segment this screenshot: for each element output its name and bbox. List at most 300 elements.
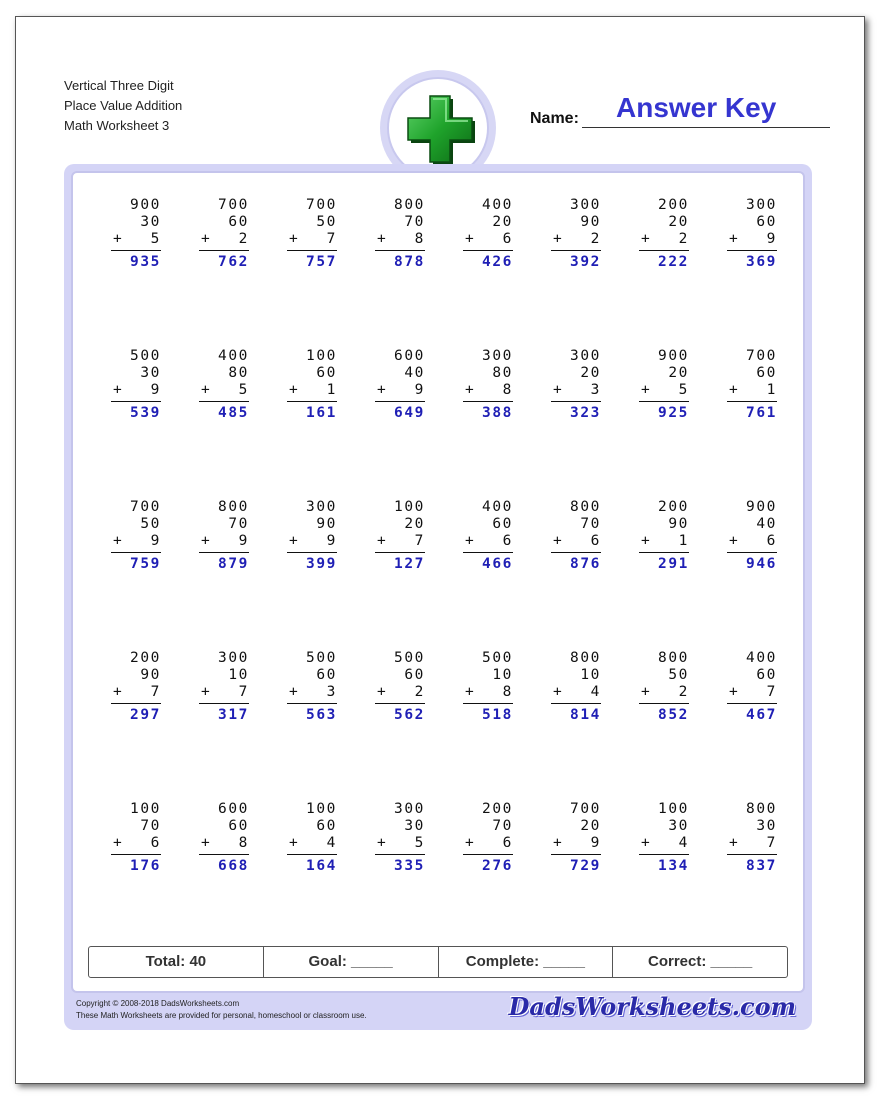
addend-tens: 70 bbox=[404, 214, 425, 230]
addend-ones: 1 bbox=[326, 382, 337, 398]
answer: 134 bbox=[658, 858, 689, 874]
addend-hundreds: 500 bbox=[130, 348, 161, 364]
addend-hundreds: 700 bbox=[746, 348, 777, 364]
answer: 762 bbox=[218, 254, 249, 270]
addend-ones: 5 bbox=[678, 382, 689, 398]
addend-ones-row bbox=[639, 231, 689, 248]
addend-hundreds: 100 bbox=[306, 801, 337, 817]
plus-sign: + bbox=[289, 533, 300, 549]
addend-ones-row bbox=[111, 231, 161, 248]
addend-ones-row bbox=[639, 684, 689, 701]
sum-rule bbox=[287, 250, 337, 251]
answer: 485 bbox=[218, 405, 249, 421]
plus-sign: + bbox=[553, 835, 564, 851]
addend-ones-row bbox=[375, 533, 425, 550]
sum-rule bbox=[727, 250, 777, 251]
addend-ones: 2 bbox=[238, 231, 249, 247]
addend-hundreds: 400 bbox=[746, 650, 777, 666]
answer: 317 bbox=[218, 707, 249, 723]
sum-rule bbox=[287, 401, 337, 402]
addition-problem bbox=[199, 801, 249, 875]
title-line-1: Vertical Three Digit bbox=[64, 78, 174, 93]
addition-problem bbox=[639, 348, 689, 422]
addend-ones: 4 bbox=[678, 835, 689, 851]
plus-sign: + bbox=[641, 835, 652, 851]
addend-tens: 40 bbox=[404, 365, 425, 381]
answer: 649 bbox=[394, 405, 425, 421]
sum-rule bbox=[199, 854, 249, 855]
addend-hundreds: 800 bbox=[658, 650, 689, 666]
addend-hundreds: 800 bbox=[394, 197, 425, 213]
sum-rule bbox=[639, 703, 689, 704]
plus-sign: + bbox=[289, 382, 300, 398]
addend-ones-row bbox=[111, 382, 161, 399]
addend-hundreds: 900 bbox=[746, 499, 777, 515]
addend-hundreds: 200 bbox=[658, 197, 689, 213]
sum-rule bbox=[551, 401, 601, 402]
name-field[interactable] bbox=[530, 92, 830, 128]
addend-ones: 6 bbox=[502, 533, 513, 549]
addend-ones-row bbox=[199, 231, 249, 248]
answer: 852 bbox=[658, 707, 689, 723]
addition-problem bbox=[727, 650, 777, 724]
addend-tens: 60 bbox=[316, 365, 337, 381]
answer: 563 bbox=[306, 707, 337, 723]
addend-ones: 8 bbox=[414, 231, 425, 247]
plus-sign: + bbox=[465, 835, 476, 851]
sum-rule bbox=[727, 854, 777, 855]
sum-rule bbox=[463, 854, 513, 855]
sum-rule bbox=[639, 401, 689, 402]
addend-tens: 70 bbox=[580, 516, 601, 532]
addend-ones: 9 bbox=[150, 533, 161, 549]
addend-ones: 1 bbox=[766, 382, 777, 398]
addend-tens: 70 bbox=[228, 516, 249, 532]
plus-sign: + bbox=[465, 231, 476, 247]
name-label: Name: bbox=[530, 110, 579, 127]
sum-rule bbox=[111, 401, 161, 402]
addend-hundreds: 300 bbox=[306, 499, 337, 515]
addend-ones: 8 bbox=[502, 684, 513, 700]
addition-problem bbox=[639, 197, 689, 271]
addition-problem bbox=[727, 348, 777, 422]
problem-grid bbox=[71, 171, 805, 993]
addition-problem bbox=[375, 348, 425, 422]
addition-problem bbox=[287, 499, 337, 573]
plus-sign: + bbox=[641, 382, 652, 398]
addend-hundreds: 700 bbox=[306, 197, 337, 213]
addend-tens: 30 bbox=[668, 818, 689, 834]
addend-hundreds: 400 bbox=[482, 197, 513, 213]
addend-ones-row bbox=[639, 382, 689, 399]
title-line-2: Place Value Addition bbox=[64, 98, 183, 113]
addend-tens: 60 bbox=[492, 516, 513, 532]
answer: 878 bbox=[394, 254, 425, 270]
addition-problem bbox=[639, 801, 689, 875]
answer: 729 bbox=[570, 858, 601, 874]
addend-hundreds: 500 bbox=[306, 650, 337, 666]
addend-hundreds: 800 bbox=[570, 499, 601, 515]
plus-sign: + bbox=[641, 684, 652, 700]
addend-ones: 2 bbox=[590, 231, 601, 247]
addend-hundreds: 300 bbox=[218, 650, 249, 666]
addend-ones-row bbox=[551, 382, 601, 399]
addend-ones-row bbox=[639, 533, 689, 550]
addend-ones-row bbox=[551, 684, 601, 701]
addend-ones: 2 bbox=[678, 231, 689, 247]
sum-rule bbox=[111, 250, 161, 251]
addition-problem bbox=[551, 801, 601, 875]
addition-problem bbox=[463, 348, 513, 422]
addend-hundreds: 200 bbox=[130, 650, 161, 666]
addend-tens: 30 bbox=[756, 818, 777, 834]
addend-hundreds: 300 bbox=[394, 801, 425, 817]
answer: 399 bbox=[306, 556, 337, 572]
sum-rule bbox=[727, 703, 777, 704]
answer: 761 bbox=[746, 405, 777, 421]
complete-cell[interactable]: Complete: _____ bbox=[439, 947, 614, 977]
answer: 518 bbox=[482, 707, 513, 723]
addend-ones: 3 bbox=[590, 382, 601, 398]
addend-hundreds: 200 bbox=[482, 801, 513, 817]
sum-rule bbox=[463, 250, 513, 251]
plus-sign: + bbox=[113, 231, 124, 247]
addend-ones: 3 bbox=[326, 684, 337, 700]
addition-problem bbox=[463, 197, 513, 271]
addend-ones: 7 bbox=[238, 684, 249, 700]
addition-problem bbox=[727, 499, 777, 573]
addition-problem bbox=[727, 801, 777, 875]
addend-ones-row bbox=[111, 533, 161, 550]
addend-ones: 9 bbox=[326, 533, 337, 549]
sum-rule bbox=[375, 854, 425, 855]
addition-problem bbox=[551, 499, 601, 573]
answer: 176 bbox=[130, 858, 161, 874]
plus-sign: + bbox=[201, 835, 212, 851]
plus-sign: + bbox=[377, 231, 388, 247]
sum-rule bbox=[639, 854, 689, 855]
addend-hundreds: 300 bbox=[746, 197, 777, 213]
addend-tens: 10 bbox=[492, 667, 513, 683]
sum-rule bbox=[727, 552, 777, 553]
addend-hundreds: 600 bbox=[218, 801, 249, 817]
addend-ones: 7 bbox=[150, 684, 161, 700]
answer: 879 bbox=[218, 556, 249, 572]
plus-sign: + bbox=[201, 533, 212, 549]
sum-rule bbox=[199, 250, 249, 251]
addend-tens: 60 bbox=[316, 818, 337, 834]
addend-tens: 50 bbox=[668, 667, 689, 683]
plus-sign: + bbox=[553, 382, 564, 398]
sum-rule bbox=[463, 552, 513, 553]
addend-ones: 2 bbox=[678, 684, 689, 700]
addition-problem bbox=[199, 348, 249, 422]
addend-ones-row bbox=[287, 835, 337, 852]
sum-rule bbox=[551, 250, 601, 251]
addend-hundreds: 700 bbox=[570, 801, 601, 817]
addend-ones-row bbox=[551, 231, 601, 248]
sum-rule bbox=[639, 250, 689, 251]
addend-ones: 5 bbox=[238, 382, 249, 398]
plus-sign: + bbox=[201, 231, 212, 247]
plus-sign: + bbox=[553, 231, 564, 247]
sum-rule bbox=[111, 552, 161, 553]
addend-ones-row bbox=[287, 533, 337, 550]
sum-rule bbox=[199, 552, 249, 553]
footer-text bbox=[76, 998, 367, 1022]
addend-ones-row bbox=[727, 382, 777, 399]
addend-ones-row bbox=[463, 835, 513, 852]
addend-ones-row bbox=[199, 382, 249, 399]
addition-problem bbox=[375, 801, 425, 875]
answer: 539 bbox=[130, 405, 161, 421]
plus-sign: + bbox=[377, 684, 388, 700]
addend-tens: 90 bbox=[668, 516, 689, 532]
addend-ones: 7 bbox=[414, 533, 425, 549]
plus-sign: + bbox=[201, 684, 212, 700]
addend-hundreds: 500 bbox=[482, 650, 513, 666]
answer: 392 bbox=[570, 254, 601, 270]
plus-sign: + bbox=[465, 382, 476, 398]
sum-rule bbox=[551, 703, 601, 704]
green-plus-icon bbox=[400, 90, 480, 170]
addend-ones: 9 bbox=[150, 382, 161, 398]
answer: 323 bbox=[570, 405, 601, 421]
plus-sign: + bbox=[729, 231, 740, 247]
answer: 297 bbox=[130, 707, 161, 723]
addition-problem bbox=[199, 499, 249, 573]
sum-rule bbox=[199, 401, 249, 402]
addition-problem bbox=[551, 348, 601, 422]
addend-hundreds: 800 bbox=[570, 650, 601, 666]
addition-problem bbox=[463, 801, 513, 875]
addend-tens: 20 bbox=[580, 365, 601, 381]
sum-rule bbox=[375, 552, 425, 553]
addend-tens: 50 bbox=[140, 516, 161, 532]
addition-problem bbox=[287, 801, 337, 875]
answer: 562 bbox=[394, 707, 425, 723]
answer: 814 bbox=[570, 707, 601, 723]
addend-tens: 80 bbox=[228, 365, 249, 381]
addend-tens: 60 bbox=[756, 667, 777, 683]
addend-ones-row bbox=[727, 684, 777, 701]
plus-sign: + bbox=[729, 533, 740, 549]
addend-tens: 90 bbox=[316, 516, 337, 532]
addend-ones-row bbox=[287, 231, 337, 248]
addend-ones: 6 bbox=[590, 533, 601, 549]
addend-hundreds: 500 bbox=[394, 650, 425, 666]
plus-sign: + bbox=[729, 835, 740, 851]
addition-problem bbox=[375, 197, 425, 271]
sum-rule bbox=[111, 854, 161, 855]
addend-tens: 60 bbox=[756, 214, 777, 230]
addend-hundreds: 100 bbox=[394, 499, 425, 515]
name-underline bbox=[582, 127, 830, 128]
addend-ones-row bbox=[463, 382, 513, 399]
addend-tens: 80 bbox=[492, 365, 513, 381]
addend-tens: 90 bbox=[580, 214, 601, 230]
addend-tens: 30 bbox=[140, 365, 161, 381]
addition-problem bbox=[551, 197, 601, 271]
addend-tens: 60 bbox=[228, 214, 249, 230]
sum-rule bbox=[551, 552, 601, 553]
addend-ones: 2 bbox=[414, 684, 425, 700]
addend-ones: 1 bbox=[678, 533, 689, 549]
sum-rule bbox=[287, 854, 337, 855]
addend-hundreds: 800 bbox=[218, 499, 249, 515]
plus-sign: + bbox=[553, 533, 564, 549]
addend-tens: 70 bbox=[140, 818, 161, 834]
plus-sign: + bbox=[553, 684, 564, 700]
addend-ones: 6 bbox=[766, 533, 777, 549]
addend-ones-row bbox=[199, 533, 249, 550]
sum-rule bbox=[287, 703, 337, 704]
addend-ones: 9 bbox=[414, 382, 425, 398]
worksheet-title bbox=[64, 76, 182, 136]
addend-ones: 6 bbox=[150, 835, 161, 851]
addend-tens: 90 bbox=[140, 667, 161, 683]
sum-rule bbox=[199, 703, 249, 704]
plus-sign: + bbox=[641, 231, 652, 247]
addend-ones-row bbox=[727, 231, 777, 248]
dadsworksheets-logo: DadsWorksheets.com bbox=[508, 992, 796, 1021]
addition-problem bbox=[639, 650, 689, 724]
addend-ones: 4 bbox=[326, 835, 337, 851]
plus-sign: + bbox=[201, 382, 212, 398]
addend-hundreds: 400 bbox=[482, 499, 513, 515]
addend-ones: 8 bbox=[502, 382, 513, 398]
sum-rule bbox=[375, 401, 425, 402]
plus-sign: + bbox=[289, 835, 300, 851]
addition-problem bbox=[287, 197, 337, 271]
addend-ones-row bbox=[111, 835, 161, 852]
answer: 276 bbox=[482, 858, 513, 874]
answer: 467 bbox=[746, 707, 777, 723]
sum-rule bbox=[375, 703, 425, 704]
addend-ones-row bbox=[375, 835, 425, 852]
goal-cell[interactable]: Goal: _____ bbox=[264, 947, 439, 977]
addition-problem bbox=[199, 650, 249, 724]
answer: 935 bbox=[130, 254, 161, 270]
plus-sign: + bbox=[377, 382, 388, 398]
plus-sign: + bbox=[289, 231, 300, 247]
addition-problem bbox=[287, 650, 337, 724]
plus-sign: + bbox=[113, 835, 124, 851]
addend-tens: 30 bbox=[140, 214, 161, 230]
addition-problem bbox=[727, 197, 777, 271]
addend-hundreds: 200 bbox=[658, 499, 689, 515]
addend-ones-row bbox=[375, 231, 425, 248]
addend-ones: 8 bbox=[238, 835, 249, 851]
correct-cell[interactable]: Correct: _____ bbox=[648, 953, 753, 970]
sum-rule bbox=[463, 703, 513, 704]
addend-tens: 60 bbox=[228, 818, 249, 834]
addend-hundreds: 100 bbox=[130, 801, 161, 817]
addend-ones: 5 bbox=[414, 835, 425, 851]
answer: 335 bbox=[394, 858, 425, 874]
sum-rule bbox=[639, 552, 689, 553]
addend-hundreds: 100 bbox=[658, 801, 689, 817]
title-line-3: Math Worksheet 3 bbox=[64, 118, 170, 133]
addend-ones-row bbox=[463, 533, 513, 550]
addend-ones: 9 bbox=[238, 533, 249, 549]
answer: 426 bbox=[482, 254, 513, 270]
plus-sign: + bbox=[377, 533, 388, 549]
addend-ones: 6 bbox=[502, 231, 513, 247]
addend-tens: 20 bbox=[668, 365, 689, 381]
answer: 291 bbox=[658, 556, 689, 572]
sum-rule bbox=[551, 854, 601, 855]
plus-sign: + bbox=[465, 533, 476, 549]
copyright-text: Copyright © 2008-2018 DadsWorksheets.com bbox=[76, 999, 240, 1008]
addend-ones: 7 bbox=[326, 231, 337, 247]
sum-rule bbox=[287, 552, 337, 553]
addend-ones-row bbox=[287, 382, 337, 399]
sum-rule bbox=[463, 401, 513, 402]
answer: 759 bbox=[130, 556, 161, 572]
addition-problem bbox=[111, 650, 161, 724]
addend-ones-row bbox=[551, 533, 601, 550]
answer: 837 bbox=[746, 858, 777, 874]
addend-ones: 4 bbox=[590, 684, 601, 700]
plus-sign: + bbox=[465, 684, 476, 700]
addend-hundreds: 900 bbox=[658, 348, 689, 364]
addend-ones: 7 bbox=[766, 684, 777, 700]
answer: 946 bbox=[746, 556, 777, 572]
addend-ones: 6 bbox=[502, 835, 513, 851]
addend-tens: 10 bbox=[580, 667, 601, 683]
addend-tens: 70 bbox=[492, 818, 513, 834]
addend-tens: 10 bbox=[228, 667, 249, 683]
addition-problem bbox=[287, 348, 337, 422]
answer: 161 bbox=[306, 405, 337, 421]
answer: 757 bbox=[306, 254, 337, 270]
addition-problem bbox=[375, 499, 425, 573]
answer: 127 bbox=[394, 556, 425, 572]
sum-rule bbox=[375, 250, 425, 251]
addend-ones-row bbox=[639, 835, 689, 852]
plus-sign: + bbox=[729, 382, 740, 398]
addend-tens: 30 bbox=[404, 818, 425, 834]
answer: 369 bbox=[746, 254, 777, 270]
answer: 388 bbox=[482, 405, 513, 421]
addition-problem bbox=[551, 650, 601, 724]
answer: 668 bbox=[218, 858, 249, 874]
plus-sign: + bbox=[113, 382, 124, 398]
addend-ones-row bbox=[287, 684, 337, 701]
answer: 925 bbox=[658, 405, 689, 421]
addend-hundreds: 300 bbox=[570, 348, 601, 364]
answer: 876 bbox=[570, 556, 601, 572]
addend-ones-row bbox=[463, 684, 513, 701]
addend-ones: 7 bbox=[766, 835, 777, 851]
problem-frame bbox=[64, 164, 812, 1030]
sum-rule bbox=[111, 703, 161, 704]
answer-key-text: Answer Key bbox=[616, 92, 777, 123]
addition-problem bbox=[463, 650, 513, 724]
addend-ones-row bbox=[111, 684, 161, 701]
addend-ones-row bbox=[727, 835, 777, 852]
plus-sign: + bbox=[377, 835, 388, 851]
addend-hundreds: 800 bbox=[746, 801, 777, 817]
answer: 222 bbox=[658, 254, 689, 270]
addend-hundreds: 100 bbox=[306, 348, 337, 364]
addend-hundreds: 700 bbox=[130, 499, 161, 515]
plus-sign: + bbox=[641, 533, 652, 549]
addend-ones-row bbox=[375, 382, 425, 399]
addend-ones-row bbox=[463, 231, 513, 248]
addend-ones-row bbox=[199, 684, 249, 701]
